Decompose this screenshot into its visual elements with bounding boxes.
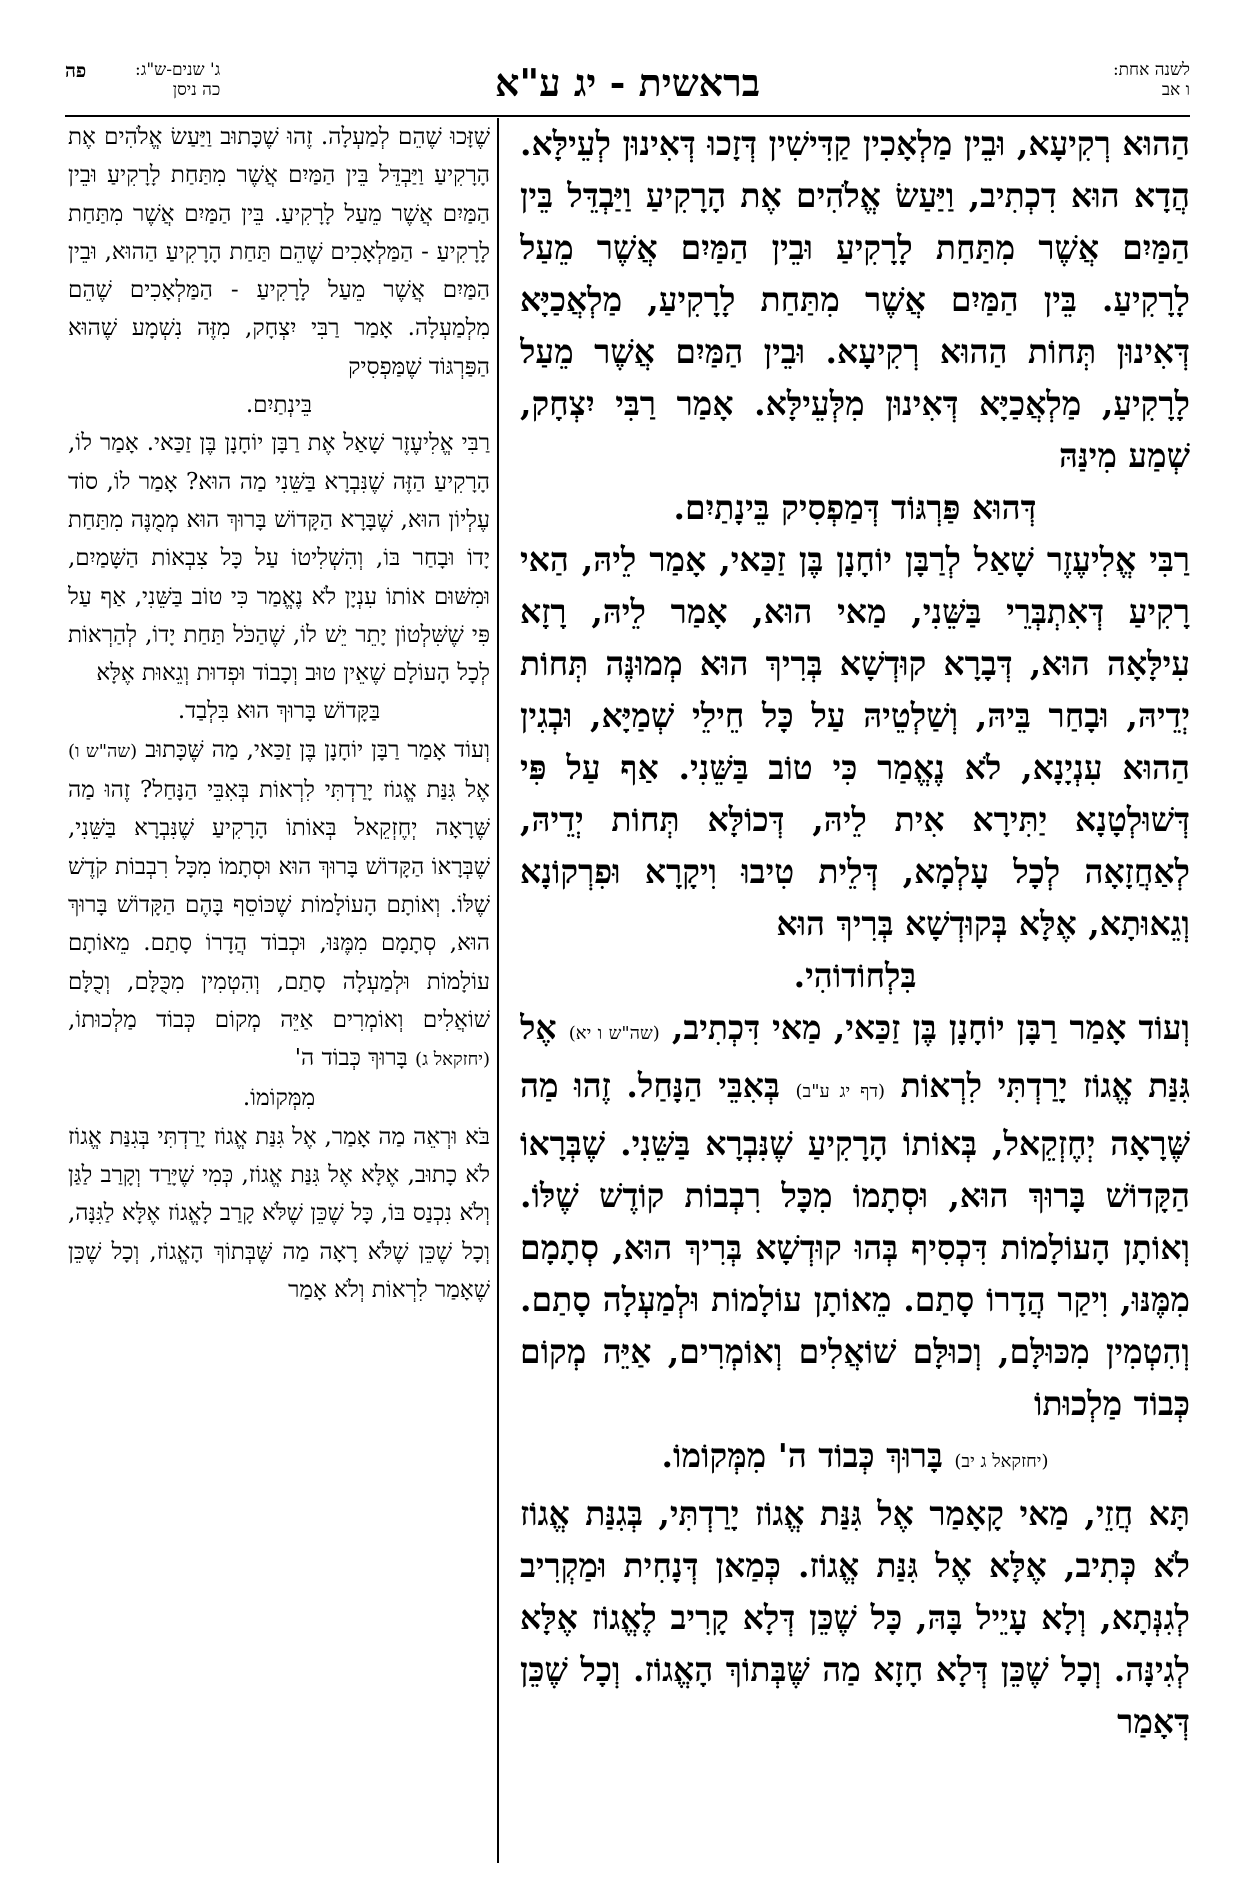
translation-paragraph	[68, 731, 490, 1080]
main-paragraph	[520, 1488, 1190, 1748]
main-text-column	[520, 118, 1190, 1863]
source-citation: (שה"ש ו יא)	[568, 1023, 660, 1044]
reading-three-years: ג' שנים-ש"ג:	[135, 60, 221, 80]
reading-one-year: לשנה אחת:	[1112, 60, 1190, 80]
main-text: בְּאִבֵּי הַנָּחַל. זֶהוּ מַה שֶּׁרָאָה יְחֶזְקֵאל, בְּאוֹתוֹ הָרָקִיעַ שֶׁנִּבְרָא בַּשֵּׁנִי. שֶׁבְּרָאוֹ הַקָּדוֹשׁ בָּרוּךְ הוּא, וּסְתָמוֹ מִכָּל רִבְבוֹת קוֹדֶשׁ שֶׁלּוֹ. וְאוֹתָן הָעוֹלָמוֹת דִּכְסִיף בְּהוּ קוּדְשָׁא בְּרִיךְ הוּא, סְתָמָם מִמֶּנּוּ, וִיקַר הֲדָרוֹ סָתַם. מֵאוֹתָן עוֹלָמוֹת וּלְמַעְלָה סָתַם. וְהִטְמִין מִכּוּלָּם, וְכוּלָּם שׁוֹאֲלִים וְאוֹמְרִים, אַיֵּה מְקוֹם כְּבוֹד מַלְכוּתוֹ	[520, 1066, 1190, 1423]
reading-one-year-date: ו אב	[1161, 80, 1190, 100]
translation-text: בָּרוּךְ כְּבוֹד ה'	[294, 1045, 408, 1072]
main-paragraph	[520, 118, 1190, 482]
translation-text: רַבִּי אֱלִיעֶזֶר שָׁאַל אֶת רַבָּן יוֹחָנָן בֶּן זַכַּאי. אָמַר לוֹ, הָרָקִיעַ הַזֶּה שֶׁנִּבְרָא בַּשֵּׁנִי מַה הוּא? אָמַר לוֹ, סוֹד עֶלְיוֹן הוּא, שֶׁבָּרָא הַקָּדוֹשׁ בָּרוּךְ הוּא מְמֻנֶּה מִתַּחַת יָדוֹ וּבָחַר בּוֹ, וְהִשְׁלִיטוֹ עַל כָּל צִבְאוֹת הַשָּׁמַיִם, וּמִשּׁוּם אוֹתוֹ עִנְיָן לֹא נֶאֱמַר כִּי טוֹב בַּשֵּׁנִי, אַף עַל פִּי שֶׁשִּׁלְטוֹן יָתֵר יֵשׁ לוֹ, שֶׁהַכֹּל תַּחַת יָדוֹ, לְהַרְאוֹת לְכָל הָעוֹלָם שֶׁאֵין טוּב וְכָבוֹד וּפְדוּת וְגֵאוּת אֶלָּא	[68, 430, 490, 687]
translation-text: שֶׁזָּכוּ שֶׁהֵם לְמַעְלָה. זֶהוּ שֶׁכָּתוּב וַיַּעַשׂ אֱלֹהִים אֶת הָרָקִיעַ וַיַּבְדֵּל בֵּין הַמַּיִם אֲשֶׁר מִתַּחַת לָרָקִיעַ וּבֵין הַמַּיִם אֲשֶׁר מֵעַל לָרָקִיעַ. בֵּין הַמַּיִם אֲשֶׁר מִתַּחַת לָרָקִיעַ - הַמַּלְאָכִים שֶׁהֵם תַּחַת הָרָקִיעַ הַהוּא, וּבֵין הַמַּיִם אֲשֶׁר מֵעַל לָרָקִיעַ - הַמַּלְאָכִים שֶׁהֵם מִלְמַעְלָה. אָמַר רַבִּי יִצְחָק, מִזֶּה נִשְׁמָע שֶׁהוּא הַפַּרְגּוֹד שֶׁמַּפְסִיק	[68, 124, 490, 380]
page-reference: (דף יג ע"ב)	[795, 1081, 886, 1102]
reading-three-years-date: כה ניסן	[172, 80, 221, 100]
translation-paragraph	[68, 118, 490, 386]
column-divider	[497, 118, 499, 1863]
translation-paragraph	[68, 1118, 490, 1309]
main-paragraph-end	[520, 1430, 1190, 1488]
main-text: וְעוֹד אָמַר רַבָּן יוֹחָנָן בֶּן זַכַּאי, מַאי דִּכְתִיב,	[671, 1008, 1190, 1047]
translation-paragraph-end: מִמְּקוֹמוֹ.	[242, 1085, 316, 1112]
translation-text: וְעוֹד אָמַר רַבָּן יוֹחָנָן בֶּן זַכַּאי, מַה שֶּׁכָּתוּב	[145, 736, 490, 763]
header-left-reading-schedule	[135, 60, 220, 100]
source-citation: (יחזקאל ג יב)	[954, 1451, 1049, 1472]
main-paragraph-end: דְּהוּא פַּרְגּוֹד דְּמַפְסִיק בֵּינָתַיִם.	[673, 488, 1037, 527]
page-header	[65, 50, 1190, 110]
main-text: אֶל גִּנַּת אֱגוֹז יָרַדְתִּי לִרְאוֹת	[520, 1008, 1190, 1105]
translation-text: בֹּא וּרְאֵה מַה אָמַר, אֶל גִּנַּת אֱגוֹז יָרַדְתִּי בְּגִנַּת אֱגוֹז לֹא כָתוּב, אֶלָּא אֶל גִּנַּת אֱגוֹז, כְּמִי שֶׁיָּרַד וְקָרַב לַגַּן וְלֹא נִכְנַס בּוֹ, כָּל שֶׁכֵּן שֶׁלֹּא קָרַב לָאֱגוֹז אֶלָּא לַגִּנָּה, וְכָל שֶׁכֵּן שֶׁלֹּא רָאָה מַה שֶּׁבְּתוֹךְ הָאֱגוֹז, וְכָל שֶׁכֵּן שֶׁאָמַר לִרְאוֹת וְלֹא אָמַר	[68, 1123, 490, 1303]
header-divider	[65, 115, 1190, 117]
translation-text: אֶל גִּנַּת אֱגוֹז יָרַדְתִּי לִרְאוֹת בְּאִבֵּי הַנָּחַל? זֶהוּ מַה שֶּׁרָאָה יְחֶזְקֵאל בְּאוֹתוֹ הָרָקִיעַ שֶׁנִּבְרָא בַּשֵּׁנִי, שֶׁבְּרָאוֹ הַקָּדוֹשׁ בָּרוּךְ הוּא וּסְתָמוֹ מִכָּל רִבְבוֹת קֹדֶשׁ שֶׁלּוֹ. וְאוֹתָם הָעוֹלָמוֹת שֶׁכּוֹסֵף בָּהֶם הַקָּדוֹשׁ בָּרוּךְ הוּא, סְתָמָם מִמֶּנּוּ, וּכְבוֹד הֲדָרוֹ סָתַם. מֵאוֹתָם עוֹלָמוֹת וּלְמַעְלָה סָתַם, וְהִטְמִין מִכֻּלָּם, וְכֻלָּם שׁוֹאֲלִים וְאוֹמְרִים אַיֵּה מְקוֹם כְּבוֹד מַלְכוּתוֹ,	[68, 777, 490, 1033]
source-citation: (שה"ש ו)	[68, 740, 138, 762]
translation-paragraph	[68, 424, 490, 692]
translation-paragraph-end: בֵּינְתַיִם.	[245, 392, 313, 419]
page-number: פה	[65, 60, 87, 82]
main-paragraph	[520, 534, 1190, 950]
translation-paragraph-end: בַּקָּדוֹשׁ בָּרוּךְ הוּא בִּלְבַד.	[177, 698, 381, 725]
main-paragraph	[520, 1002, 1190, 1430]
source-citation: (יחזקאל ג)	[415, 1049, 490, 1071]
main-paragraph-end: בִּלְחוֹדוֹהִי.	[793, 956, 917, 995]
page-title: בראשית - יג ע"א	[494, 60, 761, 105]
translation-column	[68, 118, 490, 1863]
main-text: הַהוּא רְקִיעָא, וּבֵין מַלְאָכִין קַדִּישִׁין דְּזָכוּ דְּאִינוּן לְעֵילָּא. הֲדָא הוּא דִכְתִיב, וַיַּעַשׂ אֱלֹהִים אֶת הָרָקִיעַ וַיַּבְדֵּל בֵּין הַמַּיִם אֲשֶׁר מִתַּחַת לָרָקִיעַ וּבֵין הַמַּיִם אֲשֶׁר מֵעַל לָרָקִיעַ. בֵּין הַמַּיִם אֲשֶׁר מִתַּחַת לָרָקִיעַ, מַלְאֲכַיָּא דְּאִינוּן תְּחוֹת הַהוּא רְקִיעָא. וּבֵין הַמַּיִם אֲשֶׁר מֵעַל לָרָקִיעַ, מַלְאֲכַיָּא דְּאִינוּן מִלְּעֵילָּא. אָמַר רַבִּי יִצְחָק, שְׁמַע מִינַּהּ	[520, 124, 1190, 475]
main-text: רַבִּי אֱלִיעֶזֶר שָׁאַל לְרַבָּן יוֹחָנָן בֶּן זַכַּאי, אָמַר לֵיהּ, הַאי רָקִיעַ דְּאִתְבְּרֵי בַּשֵּׁנִי, מַאי הוּא, אָמַר לֵיהּ, רָזָא עִילָּאָה הוּא, דְּבָרָא קוּדְשָׁא בְּרִיךְ הוּא מְמוּנֶּה תְּחוֹת יְדֵיהּ, וּבָחַר בֵּיהּ, וְשַׁלְטֵיהּ עַל כָּל חֵילֵי שְׁמַיָּא, וּבְגִין הַהוּא עִנְיָנָא, לֹא נֶאֱמַר כִּי טוֹב בַּשֵּׁנִי. אַף עַל פִּי דְּשׁוּלְטָנָא יַתִּירָא אִית לֵיהּ, דְּכוֹלָּא תְּחוֹת יְדֵיהּ, לְאַחֲזָאָה לְכָל עָלְמָא, דְּלֵית טִיבוּ וִיקָרָא וּפִרְקוֹנָא וְגֵאוּתָא, אֶלָּא בְּקוּדְשָׁא בְּרִיךְ הוּא	[520, 540, 1190, 943]
main-text: בָּרוּךְ כְּבוֹד ה' מִמְּקוֹמוֹ.	[661, 1436, 943, 1475]
main-text: תָּא חֲזֵי, מַאי קָאָמַר אֶל גִּנַּת אֱגוֹז יָרַדְתִּי, בְּגִנַּת אֱגוֹז לֹא כְּתִיב, אֶלָּא אֶל גִּנַּת אֱגוֹז. כְּמַאן דְּנָחִית וּמַקְרִיב לְגִנְּתָא, וְלָא עָיֵיל בָּהּ, כָּל שֶׁכֵּן דְּלָא קָרִיב לֶאֱגוֹז אֶלָּא לְגִינָּה. וְכָל שֶׁכֵּן דְּלָא חָזָא מַה שֶּׁבְּתוֹךְ הָאֱגוֹז. וְכָל שֶׁכֵּן דְּאָמַר	[520, 1494, 1190, 1741]
